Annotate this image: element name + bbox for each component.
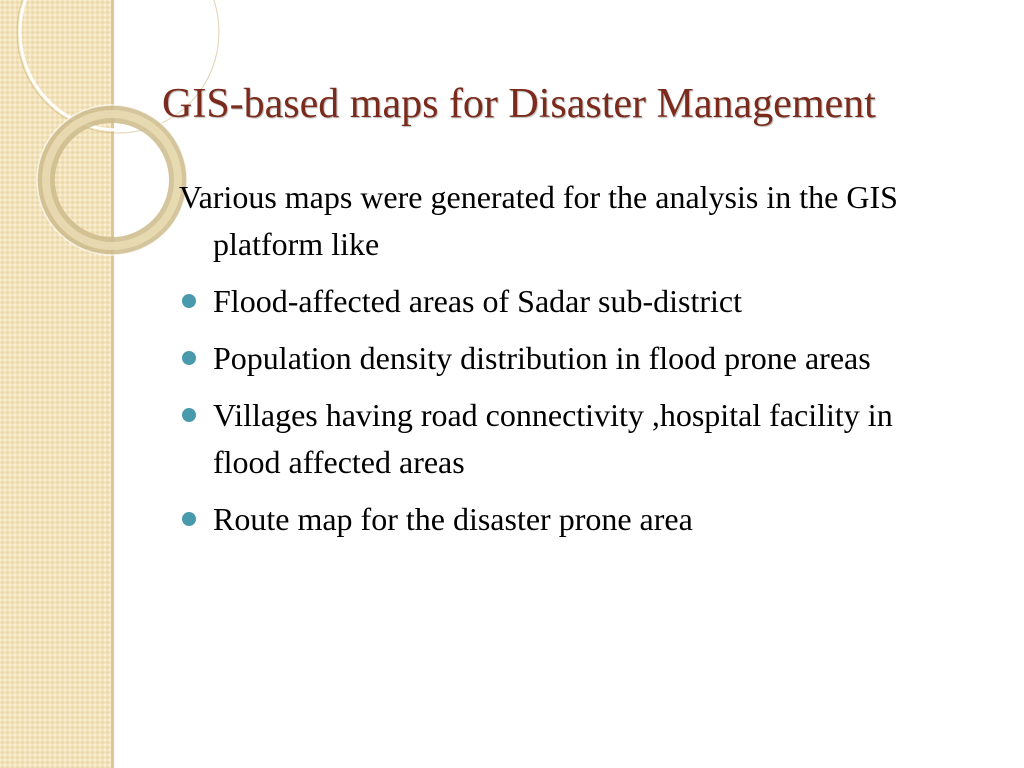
bullet-dot-icon — [182, 351, 196, 365]
intro-text: Various maps were generated for the analysis in the GIS platform like — [179, 179, 898, 262]
bullet-dot-icon — [182, 408, 196, 422]
list-item — [179, 392, 959, 486]
bullet-dot-icon — [182, 512, 196, 526]
bullet-text: Population density distribution in flood prone areas — [213, 340, 871, 376]
bullet-text: Route map for the disaster prone area — [213, 501, 693, 537]
bullet-dot-icon — [182, 294, 196, 308]
bullet-text: Villages having road connectivity ,hospital facility in flood affected areas — [213, 397, 893, 480]
bullet-text: Flood-affected areas of Sadar sub-district — [213, 283, 742, 319]
list-item — [179, 496, 959, 543]
slide-body — [179, 174, 959, 553]
bullet-list — [179, 278, 959, 543]
list-item — [179, 278, 959, 325]
list-item — [179, 335, 959, 382]
slide-title: GIS-based maps for Disaster Management — [162, 81, 876, 127]
